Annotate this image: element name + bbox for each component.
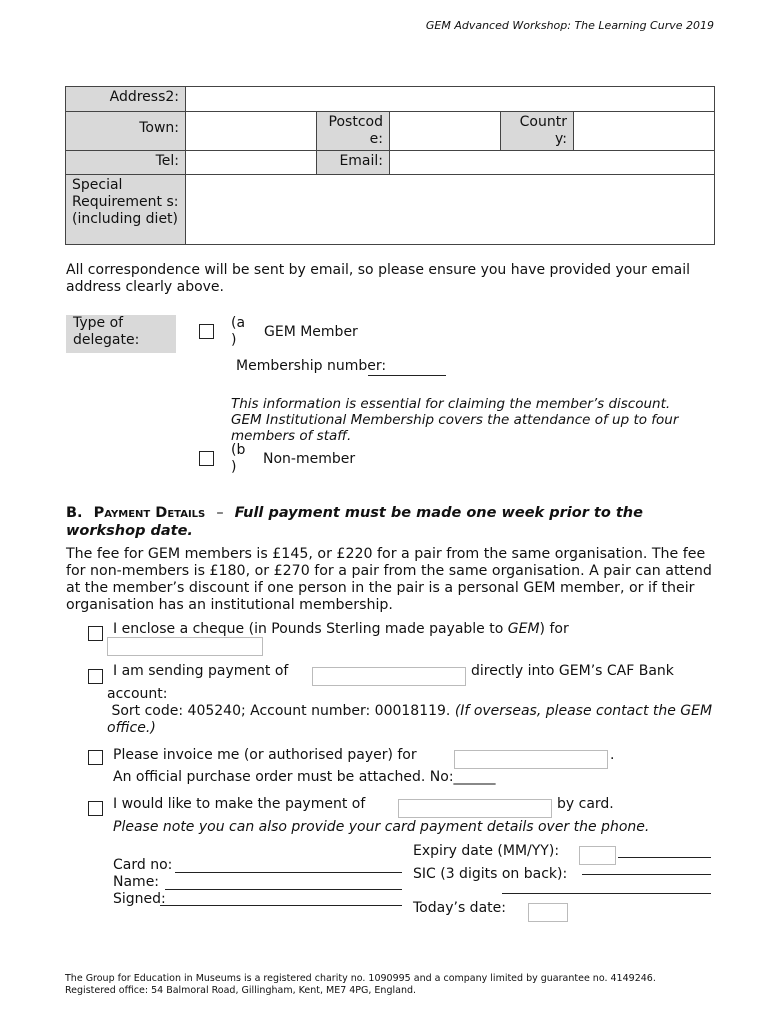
invoice-amount-field[interactable] <box>454 750 608 769</box>
gem-member-label: GEM Member <box>264 324 358 340</box>
contact-details-table <box>65 86 715 245</box>
tel-label: Tel: <box>66 151 186 175</box>
signature-line[interactable] <box>160 905 402 906</box>
correspondence-note: All correspondence will be sent by email, so please ensure you have provided your email address clearly above. <box>66 262 690 295</box>
invoice-text: Please invoice me (or authorised payer) for <box>113 747 417 763</box>
card-payment-checkbox[interactable] <box>88 801 103 816</box>
postcode-field[interactable] <box>390 112 501 151</box>
footer-address-line: Registered office: 54 Balmoral Road, Gillingham, Kent, ME7 4PG, England. <box>65 985 417 996</box>
option-a-letter: (a ) <box>231 315 246 348</box>
bank-details <box>107 703 727 737</box>
invoice-period: . <box>610 747 615 763</box>
name-line[interactable] <box>165 889 402 890</box>
card-payment-text-start: I would like to make the payment of <box>113 796 366 812</box>
sort-code-text: Sort code: 405240; Account number: 00018119. <box>111 703 451 719</box>
country-label: Countr y: <box>501 112 574 151</box>
email-label: Email: <box>317 151 390 175</box>
expiry-date-line <box>618 857 711 858</box>
gem-member-checkbox[interactable] <box>199 324 214 339</box>
cheque-text-end: ) for <box>539 621 569 637</box>
cheque-text-start: I enclose a cheque (in Pounds Sterling made payable to <box>113 621 508 637</box>
non-member-checkbox[interactable] <box>199 451 214 466</box>
special-requirements-label: Special Requirement s: (including diet) <box>66 175 186 245</box>
sic-line-extra <box>502 893 711 894</box>
email-field[interactable] <box>390 151 715 175</box>
purchase-order-text: An official purchase order must be attached. No:______ <box>113 769 496 785</box>
country-field[interactable] <box>574 112 715 151</box>
tel-field[interactable] <box>186 151 317 175</box>
name-label: Name: <box>113 874 160 890</box>
signed-label: Signed: <box>113 891 166 907</box>
sic-line[interactable] <box>582 874 711 875</box>
option-b-letter: (b ) <box>231 442 246 475</box>
todays-date-label: Today’s date: <box>413 900 506 916</box>
expiry-date-field[interactable] <box>579 846 616 865</box>
footer-charity-line: The Group for Education in Museums is a registered charity no. 1090995 and a company limited by guarantee no. 4149246. <box>65 973 656 984</box>
card-payment-amount-field[interactable] <box>398 799 552 818</box>
phone-payment-note: Please note you can also provide your card payment details over the phone. <box>113 819 650 835</box>
postcode-label: Postcod e: <box>317 112 390 151</box>
payment-heading-dash: – <box>216 505 224 521</box>
bank-transfer-text-end: directly into GEM’s CAF Bank <box>471 663 674 679</box>
invoice-checkbox[interactable] <box>88 750 103 765</box>
town-label: Town: <box>66 112 186 151</box>
bank-transfer-checkbox[interactable] <box>88 669 103 684</box>
address2-label: Address2: <box>66 87 186 112</box>
cheque-checkbox[interactable] <box>88 626 103 641</box>
cheque-option <box>113 621 569 638</box>
footer <box>65 973 656 997</box>
payment-heading <box>66 504 716 540</box>
delegate-type-label: Type of delegate: <box>66 315 176 353</box>
bank-transfer-amount-field[interactable] <box>312 667 466 686</box>
fee-description: The fee for GEM members is £145, or £220 for a pair from the same organisation. The fee for non-members is £180, or £270 for a pair from the same organisation. A pair can attend at the member’s discount if one person in the pair is a personal GEM member, or if their organisation has an institutional membership. <box>66 546 712 613</box>
sic-label: SIC (3 digits on back): <box>413 866 568 882</box>
overseas-note: (If overseas, please contact the GEM office.) <box>107 703 713 736</box>
bank-transfer-text-start: I am sending payment of <box>113 663 289 679</box>
special-requirements-field[interactable] <box>186 175 715 245</box>
payment-deadline-note: Full payment must be made one week prior to the workshop date. <box>66 505 643 539</box>
cheque-payee: GEM <box>507 621 540 637</box>
cheque-amount-field[interactable] <box>107 637 263 656</box>
payment-section-title: Payment Details <box>93 505 206 521</box>
card-number-label: Card no: <box>113 857 173 873</box>
address2-field[interactable] <box>186 87 715 112</box>
membership-number-label: Membership number: <box>236 358 387 374</box>
expiry-date-label: Expiry date (MM/YY): <box>413 843 560 859</box>
todays-date-field[interactable] <box>528 903 568 922</box>
card-number-line[interactable] <box>175 872 402 873</box>
town-field[interactable] <box>186 112 317 151</box>
membership-info-note: This information is essential for claiming the member’s discount. GEM Institutional Membership covers the attendance of up to four members of staff. <box>231 396 679 444</box>
bank-transfer-account-label: account: <box>107 686 168 702</box>
membership-number-line[interactable] <box>368 375 446 376</box>
card-payment-text-end: by card. <box>557 796 614 812</box>
page-header: GEM Advanced Workshop: The Learning Curve 2019 <box>425 19 714 32</box>
payment-section-letter: B. <box>66 505 83 521</box>
non-member-label: Non-member <box>263 451 356 467</box>
